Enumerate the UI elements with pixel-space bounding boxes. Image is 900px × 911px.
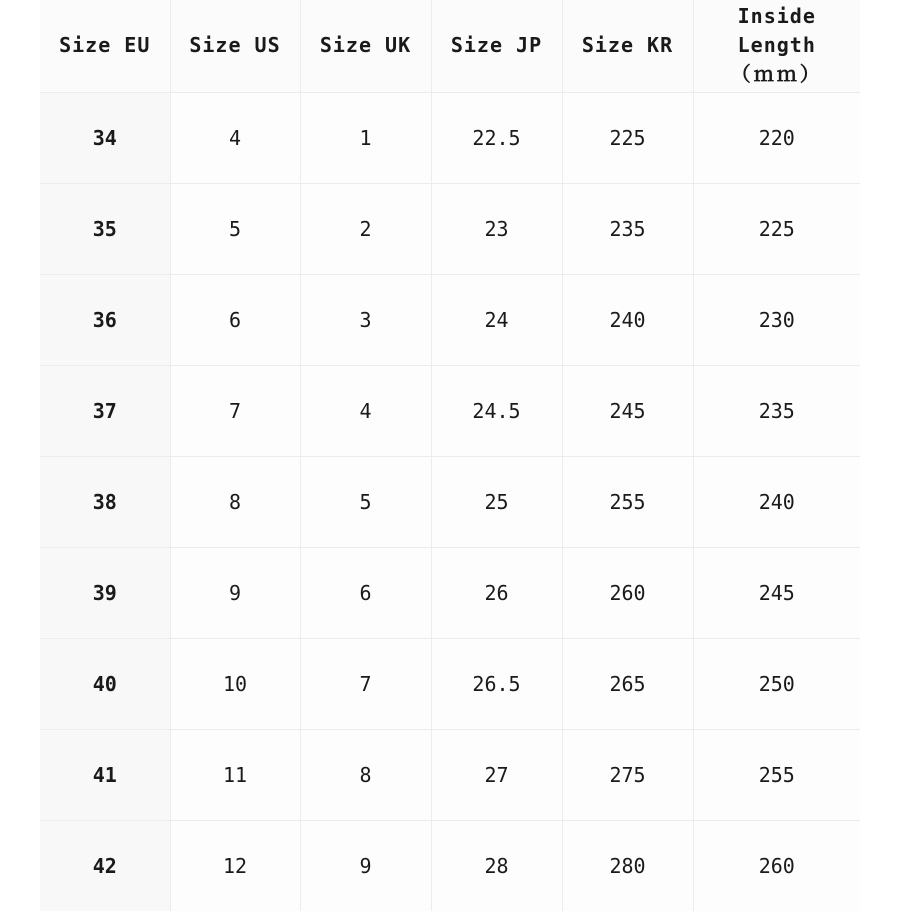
cell-size-eu: 40 — [40, 638, 170, 729]
cell-size-kr: 255 — [562, 456, 693, 547]
column-header-size-eu-label: Size EU — [59, 33, 151, 58]
column-header-size-jp — [431, 0, 562, 92]
cell-size-uk: 7 — [300, 638, 431, 729]
cell-size-kr: 260 — [562, 547, 693, 638]
cell-inside-length: 225 — [693, 183, 860, 274]
column-header-size-kr — [562, 0, 693, 92]
cell-size-us: 5 — [170, 183, 300, 274]
cell-size-jp: 28 — [431, 820, 562, 911]
cell-size-jp: 25 — [431, 456, 562, 547]
cell-size-us: 6 — [170, 274, 300, 365]
column-header-size-us-label: Size US — [189, 33, 281, 58]
shoe-size-conversion-table — [40, 0, 860, 911]
cell-inside-length: 250 — [693, 638, 860, 729]
table-row — [40, 365, 860, 456]
table-row — [40, 456, 860, 547]
table-row — [40, 547, 860, 638]
cell-size-eu: 38 — [40, 456, 170, 547]
column-header-inside-length-label: Inside Length — [737, 4, 816, 58]
table-row — [40, 92, 860, 183]
cell-inside-length: 235 — [693, 365, 860, 456]
column-header-size-kr-label: Size KR — [581, 33, 674, 58]
cell-inside-length: 255 — [693, 729, 860, 820]
cell-size-uk: 4 — [300, 365, 431, 456]
cell-size-eu: 36 — [40, 274, 170, 365]
cell-size-us: 8 — [170, 456, 300, 547]
cell-size-kr: 280 — [562, 820, 693, 911]
cell-inside-length: 230 — [693, 274, 860, 365]
table-row — [40, 183, 860, 274]
cell-size-us: 12 — [170, 820, 300, 911]
cell-size-uk: 8 — [300, 729, 431, 820]
cell-size-uk: 1 — [300, 92, 431, 183]
cell-size-jp: 24 — [431, 274, 562, 365]
cell-size-eu: 39 — [40, 547, 170, 638]
table-row — [40, 820, 860, 911]
cell-size-jp: 26 — [431, 547, 562, 638]
cell-size-kr: 245 — [562, 365, 693, 456]
cell-size-us: 11 — [170, 729, 300, 820]
cell-size-jp: 27 — [431, 729, 562, 820]
cell-size-us: 7 — [170, 365, 300, 456]
cell-size-uk: 2 — [300, 183, 431, 274]
cell-size-jp: 26.5 — [431, 638, 562, 729]
column-header-size-jp-label: Size JP — [450, 33, 543, 58]
cell-size-eu: 34 — [40, 92, 170, 183]
table-row — [40, 729, 860, 820]
table-header — [40, 0, 860, 92]
cell-inside-length: 245 — [693, 547, 860, 638]
cell-inside-length: 260 — [693, 820, 860, 911]
cell-size-uk: 5 — [300, 456, 431, 547]
table-row — [40, 638, 860, 729]
table-header-row — [40, 0, 860, 92]
cell-size-us: 4 — [170, 92, 300, 183]
column-header-inside-length — [693, 0, 860, 92]
table-body — [40, 92, 860, 911]
column-header-inside-length-unit: （ｍｍ） — [730, 62, 823, 87]
column-header-size-eu — [40, 0, 170, 92]
cell-size-uk: 9 — [300, 820, 431, 911]
cell-inside-length: 240 — [693, 456, 860, 547]
table-row — [40, 274, 860, 365]
cell-size-us: 9 — [170, 547, 300, 638]
cell-size-jp: 23 — [431, 183, 562, 274]
cell-size-jp: 24.5 — [431, 365, 562, 456]
cell-size-kr: 240 — [562, 274, 693, 365]
column-header-size-uk-label: Size UK — [319, 33, 412, 58]
column-header-size-us — [170, 0, 300, 92]
cell-size-eu: 35 — [40, 183, 170, 274]
cell-size-eu: 41 — [40, 729, 170, 820]
cell-size-eu: 37 — [40, 365, 170, 456]
cell-size-jp: 22.5 — [431, 92, 562, 183]
cell-size-kr: 225 — [562, 92, 693, 183]
cell-size-us: 10 — [170, 638, 300, 729]
cell-size-eu: 42 — [40, 820, 170, 911]
cell-size-uk: 3 — [300, 274, 431, 365]
cell-inside-length: 220 — [693, 92, 860, 183]
cell-size-kr: 265 — [562, 638, 693, 729]
column-header-size-uk — [300, 0, 431, 92]
cell-size-kr: 235 — [562, 183, 693, 274]
cell-size-kr: 275 — [562, 729, 693, 820]
cell-size-uk: 6 — [300, 547, 431, 638]
